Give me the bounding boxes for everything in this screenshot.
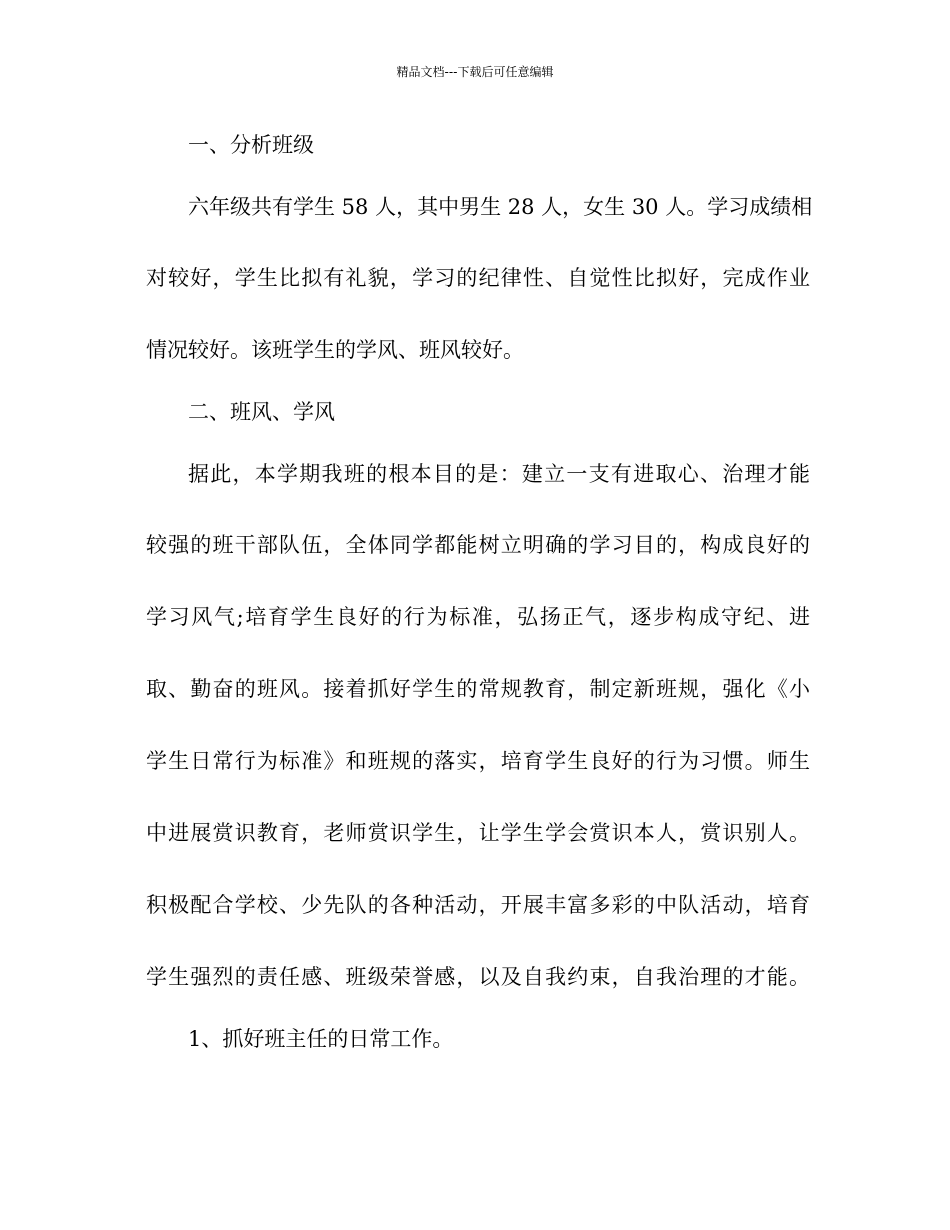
page-header: 精品文档---下载后可任意编辑: [396, 65, 554, 79]
paragraph-line: 学生日常行为标准》和班规的落实，培育学生良好的行为习惯。师生: [146, 749, 810, 773]
paragraph-line: 学习风气;培育学生良好的行为标准，弘扬正气，逐步构成守纪、进: [146, 605, 810, 629]
paragraph-line: 较强的班干部队伍，全体同学都能树立明确的学习目的，构成良好的: [146, 533, 810, 557]
paragraph-line: 学生强烈的责任感、班级荣誉感，以及自我约束，自我治理的才能。: [146, 965, 810, 989]
section-heading-1: 一、分析班级: [188, 133, 314, 157]
paragraph-line: 对较好，学生比拟有礼貌，学习的纪律性、自觉性比拟好，完成作业: [146, 266, 810, 290]
paragraph-line: 据此，本学期我班的根本目的是：建立一支有进取心、治理才能: [188, 462, 810, 486]
section-heading-2: 二、班风、学风: [188, 400, 335, 424]
paragraph-line: 情况较好。该班学生的学风、班风较好。: [146, 338, 524, 362]
paragraph-line: 积极配合学校、少先队的各种活动，开展丰富多彩的中队活动，培育: [146, 893, 810, 917]
paragraph-line: 六年级共有学生 58 人，其中男生 28 人，女生 30 人。学习成绩相: [188, 195, 813, 219]
list-item-heading: 1、抓好班主任的日常工作。: [188, 1027, 454, 1051]
paragraph-line: 中进展赏识教育，老师赏识学生，让学生学会赏识本人，赏识别人。: [146, 821, 810, 845]
paragraph-line: 取、勤奋的班风。接着抓好学生的常规教育，制定新班规，强化《小: [146, 677, 810, 701]
